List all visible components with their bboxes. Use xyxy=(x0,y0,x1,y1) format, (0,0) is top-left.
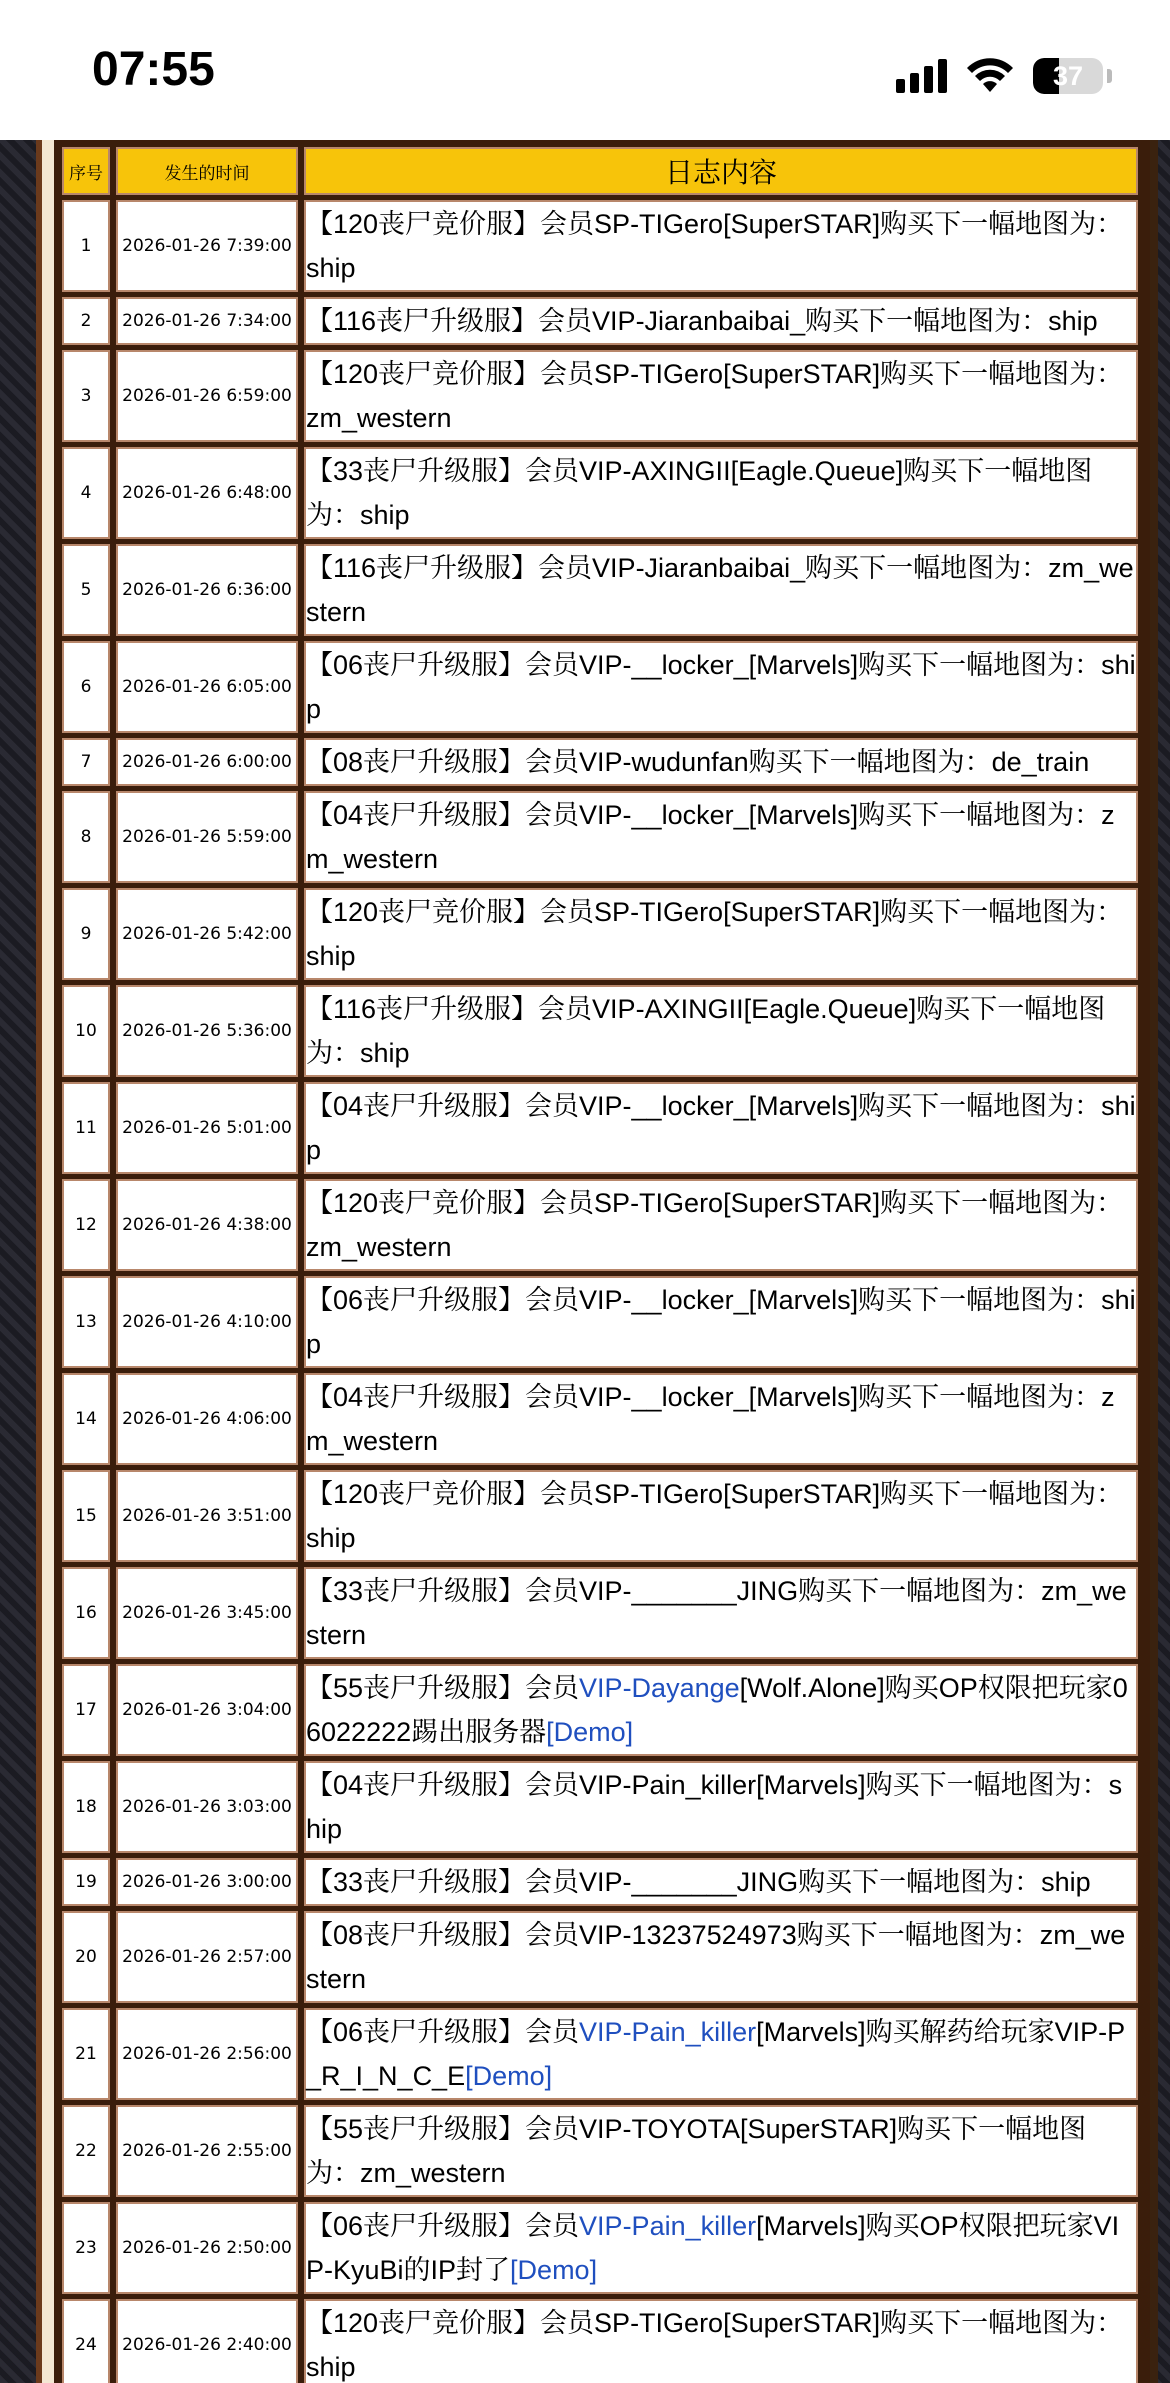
log-text: 【120丧尸竞价服】会员SP-TIGero[SuperSTAR]购买下一幅地图为：ship xyxy=(306,209,1124,283)
row-time: 2026-01-26 3:04:00 xyxy=(116,1664,298,1756)
right-border xyxy=(1150,140,1158,2383)
row-content xyxy=(304,1858,1138,1906)
row-index: 13 xyxy=(62,1276,110,1368)
status-icons xyxy=(896,48,1112,104)
row-time: 2026-01-26 6:48:00 xyxy=(116,447,298,539)
row-time: 2026-01-26 4:38:00 xyxy=(116,1179,298,1271)
log-text: 【55丧尸升级服】会员 xyxy=(306,1673,580,1703)
row-content xyxy=(304,200,1138,292)
row-index: 21 xyxy=(62,2008,110,2100)
log-text: [Marvels]购买OP权限把玩家VIP-KyuBi的IP封了 xyxy=(306,2211,1120,2285)
row-time: 2026-01-26 2:56:00 xyxy=(116,2008,298,2100)
row-content xyxy=(304,738,1138,786)
row-index: 2 xyxy=(62,297,110,345)
row-content xyxy=(304,350,1138,442)
player-link[interactable]: [Demo] xyxy=(546,1717,634,1747)
log-text: 【116丧尸升级服】会员VIP-Jiaranbaibai_购买下一幅地图为：ship xyxy=(306,306,1098,336)
row-index: 15 xyxy=(62,1470,110,1562)
left-border-light xyxy=(42,140,54,2383)
row-time: 2026-01-26 2:40:00 xyxy=(116,2299,298,2383)
row-index: 1 xyxy=(62,200,110,292)
row-index: 8 xyxy=(62,791,110,883)
row-index: 20 xyxy=(62,1911,110,2003)
row-content xyxy=(304,2105,1138,2197)
player-link[interactable]: VIP-Pain_killer xyxy=(579,2211,757,2241)
battery-tip xyxy=(1107,69,1112,83)
log-text: 【55丧尸升级服】会员VIP-TOYOTA[SuperSTAR]购买下一幅地图为：zm_western xyxy=(306,2114,1087,2188)
row-index: 3 xyxy=(62,350,110,442)
table-row xyxy=(62,200,1138,292)
row-time: 2026-01-26 2:55:00 xyxy=(116,2105,298,2197)
log-text: [Marvels]购买解药给玩家VIP-P_R_I_N_C_E xyxy=(306,2017,1126,2091)
table-row xyxy=(62,1276,1138,1368)
player-link[interactable]: [Demo] xyxy=(510,2255,598,2285)
table-row xyxy=(62,2202,1138,2294)
row-content xyxy=(304,1470,1138,1562)
table-header-row xyxy=(62,147,1138,195)
table-row xyxy=(62,2299,1138,2383)
log-table xyxy=(56,142,1144,2383)
row-time: 2026-01-26 7:34:00 xyxy=(116,297,298,345)
row-content xyxy=(304,791,1138,883)
log-text: 【06丧尸升级服】会员 xyxy=(306,2211,580,2241)
row-content xyxy=(304,1567,1138,1659)
row-time: 2026-01-26 5:59:00 xyxy=(116,791,298,883)
row-time: 2026-01-26 2:50:00 xyxy=(116,2202,298,2294)
row-content xyxy=(304,2008,1138,2100)
log-text: 【120丧尸竞价服】会员SP-TIGero[SuperSTAR]购买下一幅地图为：ship xyxy=(306,1479,1124,1553)
table-row xyxy=(62,544,1138,636)
row-time: 2026-01-26 6:00:00 xyxy=(116,738,298,786)
row-content xyxy=(304,447,1138,539)
log-text: 【04丧尸升级服】会员VIP-__locker_[Marvels]购买下一幅地图为：ship xyxy=(306,1091,1136,1165)
wifi-icon xyxy=(965,58,1015,94)
table-row xyxy=(62,738,1138,786)
table-row xyxy=(62,1470,1138,1562)
table-row xyxy=(62,985,1138,1077)
table-row xyxy=(62,791,1138,883)
table-row xyxy=(62,1373,1138,1465)
row-index: 6 xyxy=(62,641,110,733)
row-time: 2026-01-26 3:45:00 xyxy=(116,1567,298,1659)
row-time: 2026-01-26 5:01:00 xyxy=(116,1082,298,1174)
signal-icon xyxy=(896,59,947,93)
row-content xyxy=(304,641,1138,733)
row-index: 17 xyxy=(62,1664,110,1756)
log-text: [Wolf.Alone]购买OP权限把玩家06022222踢出服务器 xyxy=(306,1673,1128,1747)
row-time: 2026-01-26 6:05:00 xyxy=(116,641,298,733)
row-index: 22 xyxy=(62,2105,110,2197)
log-text: 【116丧尸升级服】会员VIP-Jiaranbaibai_购买下一幅地图为：zm_western xyxy=(306,553,1134,627)
row-index: 12 xyxy=(62,1179,110,1271)
log-text: 【120丧尸竞价服】会员SP-TIGero[SuperSTAR]购买下一幅地图为：ship xyxy=(306,2308,1124,2382)
row-content xyxy=(304,1761,1138,1853)
row-index: 9 xyxy=(62,888,110,980)
log-text: 【04丧尸升级服】会员VIP-Pain_killer[Marvels]购买下一幅地图为：ship xyxy=(306,1770,1123,1844)
row-time: 2026-01-26 4:10:00 xyxy=(116,1276,298,1368)
battery-icon xyxy=(1033,58,1103,94)
row-time: 2026-01-26 6:59:00 xyxy=(116,350,298,442)
table-row xyxy=(62,888,1138,980)
row-content xyxy=(304,1373,1138,1465)
row-time: 2026-01-26 4:06:00 xyxy=(116,1373,298,1465)
row-time: 2026-01-26 3:00:00 xyxy=(116,1858,298,1906)
row-index: 19 xyxy=(62,1858,110,1906)
log-text: 【120丧尸竞价服】会员SP-TIGero[SuperSTAR]购买下一幅地图为：zm_western xyxy=(306,359,1124,433)
row-index: 10 xyxy=(62,985,110,1077)
row-index: 23 xyxy=(62,2202,110,2294)
row-index: 11 xyxy=(62,1082,110,1174)
page-background[interactable] xyxy=(0,140,1170,2383)
log-text: 【33丧尸升级服】会员VIP-_______JING购买下一幅地图为：zm_western xyxy=(306,1576,1127,1650)
table-row xyxy=(62,447,1138,539)
row-content xyxy=(304,1082,1138,1174)
row-index: 4 xyxy=(62,447,110,539)
log-text: 【08丧尸升级服】会员VIP-13237524973购买下一幅地图为：zm_western xyxy=(306,1920,1126,1994)
player-link[interactable]: [Demo] xyxy=(465,2061,553,2091)
table-row xyxy=(62,297,1138,345)
table-row xyxy=(62,1567,1138,1659)
player-link[interactable]: VIP-Dayange xyxy=(579,1673,740,1703)
table-row xyxy=(62,2105,1138,2197)
log-text: 【04丧尸升级服】会员VIP-__locker_[Marvels]购买下一幅地图为：zm_western xyxy=(306,800,1115,874)
row-index: 24 xyxy=(62,2299,110,2383)
status-time: 07:55 xyxy=(92,43,215,96)
table-row xyxy=(62,350,1138,442)
log-text: 【120丧尸竞价服】会员SP-TIGero[SuperSTAR]购买下一幅地图为：ship xyxy=(306,897,1124,971)
row-index: 16 xyxy=(62,1567,110,1659)
row-content xyxy=(304,1179,1138,1271)
log-panel xyxy=(54,140,1150,2383)
row-time: 2026-01-26 5:36:00 xyxy=(116,985,298,1077)
log-text: 【06丧尸升级服】会员VIP-__locker_[Marvels]购买下一幅地图为：ship xyxy=(306,650,1136,724)
row-time: 2026-01-26 5:42:00 xyxy=(116,888,298,980)
row-index: 14 xyxy=(62,1373,110,1465)
row-time: 2026-01-26 7:39:00 xyxy=(116,200,298,292)
log-text: 【33丧尸升级服】会员VIP-AXINGII[Eagle.Queue]购买下一幅地图为：ship xyxy=(306,456,1093,530)
table-row xyxy=(62,1179,1138,1271)
player-link[interactable]: VIP-Pain_killer xyxy=(579,2017,757,2047)
row-content xyxy=(304,1664,1138,1756)
row-content xyxy=(304,544,1138,636)
log-text: 【120丧尸竞价服】会员SP-TIGero[SuperSTAR]购买下一幅地图为：zm_western xyxy=(306,1188,1124,1262)
row-content xyxy=(304,985,1138,1077)
header-time: 发生的时间 xyxy=(116,147,298,195)
row-index: 18 xyxy=(62,1761,110,1853)
row-content xyxy=(304,1276,1138,1368)
row-time: 2026-01-26 3:51:00 xyxy=(116,1470,298,1562)
table-row xyxy=(62,641,1138,733)
log-text: 【116丧尸升级服】会员VIP-AXINGII[Eagle.Queue]购买下一幅地图为：ship xyxy=(306,994,1106,1068)
row-content xyxy=(304,888,1138,980)
log-text: 【08丧尸升级服】会员VIP-wudunfan购买下一幅地图为：de_train xyxy=(306,747,1090,777)
status-bar xyxy=(0,0,1170,140)
battery-level-text: 37 xyxy=(1052,60,1084,91)
log-text: 【06丧尸升级服】会员 xyxy=(306,2017,580,2047)
log-text: 【33丧尸升级服】会员VIP-_______JING购买下一幅地图为：ship xyxy=(306,1867,1091,1897)
header-index: 序号 xyxy=(62,147,110,195)
row-time: 2026-01-26 3:03:00 xyxy=(116,1761,298,1853)
row-content xyxy=(304,297,1138,345)
table-row xyxy=(62,1911,1138,2003)
row-time: 2026-01-26 6:36:00 xyxy=(116,544,298,636)
table-row xyxy=(62,2008,1138,2100)
row-content xyxy=(304,2202,1138,2294)
row-time: 2026-01-26 2:57:00 xyxy=(116,1911,298,2003)
table-row xyxy=(62,1082,1138,1174)
table-row xyxy=(62,1761,1138,1853)
log-body xyxy=(62,200,1138,2383)
row-content xyxy=(304,2299,1138,2383)
log-text: 【06丧尸升级服】会员VIP-__locker_[Marvels]购买下一幅地图为：ship xyxy=(306,1285,1136,1359)
table-row xyxy=(62,1664,1138,1756)
header-content: 日志内容 xyxy=(304,147,1138,195)
log-text: 【04丧尸升级服】会员VIP-__locker_[Marvels]购买下一幅地图为：zm_western xyxy=(306,1382,1115,1456)
table-row xyxy=(62,1858,1138,1906)
row-index: 7 xyxy=(62,738,110,786)
row-index: 5 xyxy=(62,544,110,636)
row-content xyxy=(304,1911,1138,2003)
